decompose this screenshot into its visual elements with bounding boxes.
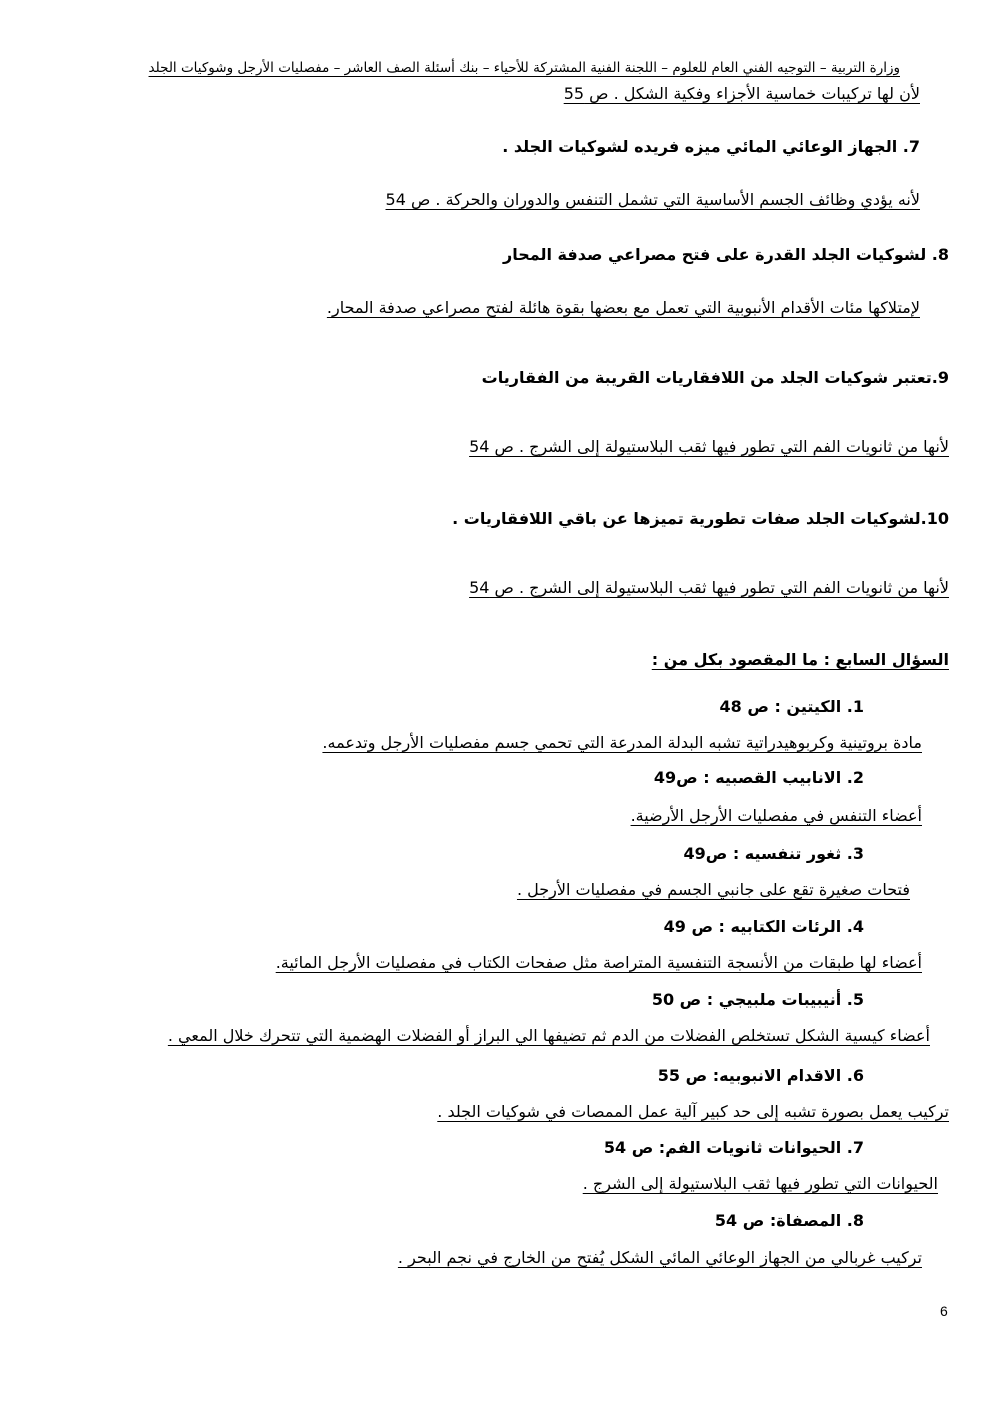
reason-answer-7: لأنه يؤدي وظائف الجسم الأساسية التي تشمل التنفس والدوران والحركة . ص 54 (385, 190, 920, 209)
reason-answer-9: لأنها من ثانويات الفم التي تطور فيها ثقب البلاستيولة إلى الشرج . ص 54 (469, 437, 949, 456)
definition-answer-7: الحيوانات التي تطور فيها ثقب البلاستيولة إلى الشرج . (582, 1174, 938, 1193)
definition-answer-8: تركيب غربالي من الجهاز الوعائي المائي الشكل يُفتح من الخارج في نجم البحر . (397, 1248, 922, 1267)
definition-answer-2: أعضاء التنفس في مفصليات الأرجل الأرضية. (630, 806, 922, 825)
definition-answer-3: فتحات صغيرة تقع على جانبي الجسم في مفصليات الأرجل . (516, 880, 910, 899)
definition-term-6: 6. الاقدام الانبوبيه: ص 55 (657, 1066, 864, 1085)
reason-question-10: 10.لشوكيات الجلد صفات تطورية تميزها عن باقي اللافقاريات . (452, 509, 949, 528)
definition-answer-1: مادة بروتينية وكربوهيدراتية تشبه البدلة المدرعة التي تحمي جسم مفصليات الأرجل وتدعمه. (322, 733, 922, 752)
definition-answer-6: تركيب يعمل بصورة تشبه إلى حد كبير آلية عمل الممصات في شوكيات الجلد . (437, 1102, 949, 1121)
reason-question-9: 9.تعتبر شوكيات الجلد من اللافقاريات القريبة من الفقاريات (481, 368, 949, 387)
definition-answer-4: أعضاء لها طبقات من الأنسجة التنفسية المتراصة مثل صفحات الكتاب في مفصليات الأرجل المائية. (275, 953, 922, 972)
reason-answer-10: لأنها من ثانويات الفم التي تطور فيها ثقب البلاستيولة إلى الشرج . ص 54 (469, 578, 949, 597)
definition-term-1: 1. الكيتين : ص 48 (719, 697, 864, 716)
definition-answer-5: أعضاء كيسية الشكل تستخلص الفضلات من الدم ثم تضيفها الي البراز أو الفضلات الهضمية التي تتحرك خلال المعي . (167, 1026, 930, 1045)
definition-term-4: 4. الرئات الكتابيه : ص 49 (663, 917, 864, 936)
definition-term-5: 5. أنيبيبات ملبيجي : ص 50 (651, 990, 864, 1009)
definition-term-7: 7. الحيوانات ثانويات الفم: ص 54 (603, 1138, 864, 1157)
definition-term-8: 8. المصفاة: ص 54 (714, 1211, 864, 1230)
definition-term-2: 2. الانابيب القصبيه : ص49 (653, 768, 864, 787)
continuation-answer: لأن لها تركيبات خماسية الأجزاء وفكية الشكل . ص 55 (563, 84, 920, 103)
definition-term-3: 3. ثغور تنفسيه : ص49 (683, 844, 864, 863)
reason-question-7: 7. الجهاز الوعائي المائي ميزه فريده لشوكيات الجلد . (502, 137, 920, 156)
reason-answer-8: لإمتلاكها مئات الأقدام الأنبوبية التي تعمل مع بعضها بقوة هائلة لفتح مصراعي صدفة المحار. (326, 298, 920, 317)
page-header: وزارة التربية – التوجيه الفني العام للعلوم – اللجنة الفنية المشتركة للأحياء – بنك أسئلة الصف العاشر – مفصليات الأرجل وشوكيات الجلد (148, 60, 900, 76)
section-title: السؤال السابع : ما المقصود بكل من : (651, 650, 949, 669)
page-number: 6 (940, 1303, 948, 1319)
reason-question-8: 8. لشوكيات الجلد القدرة على فتح مصراعي صدفة المحار (503, 245, 949, 264)
